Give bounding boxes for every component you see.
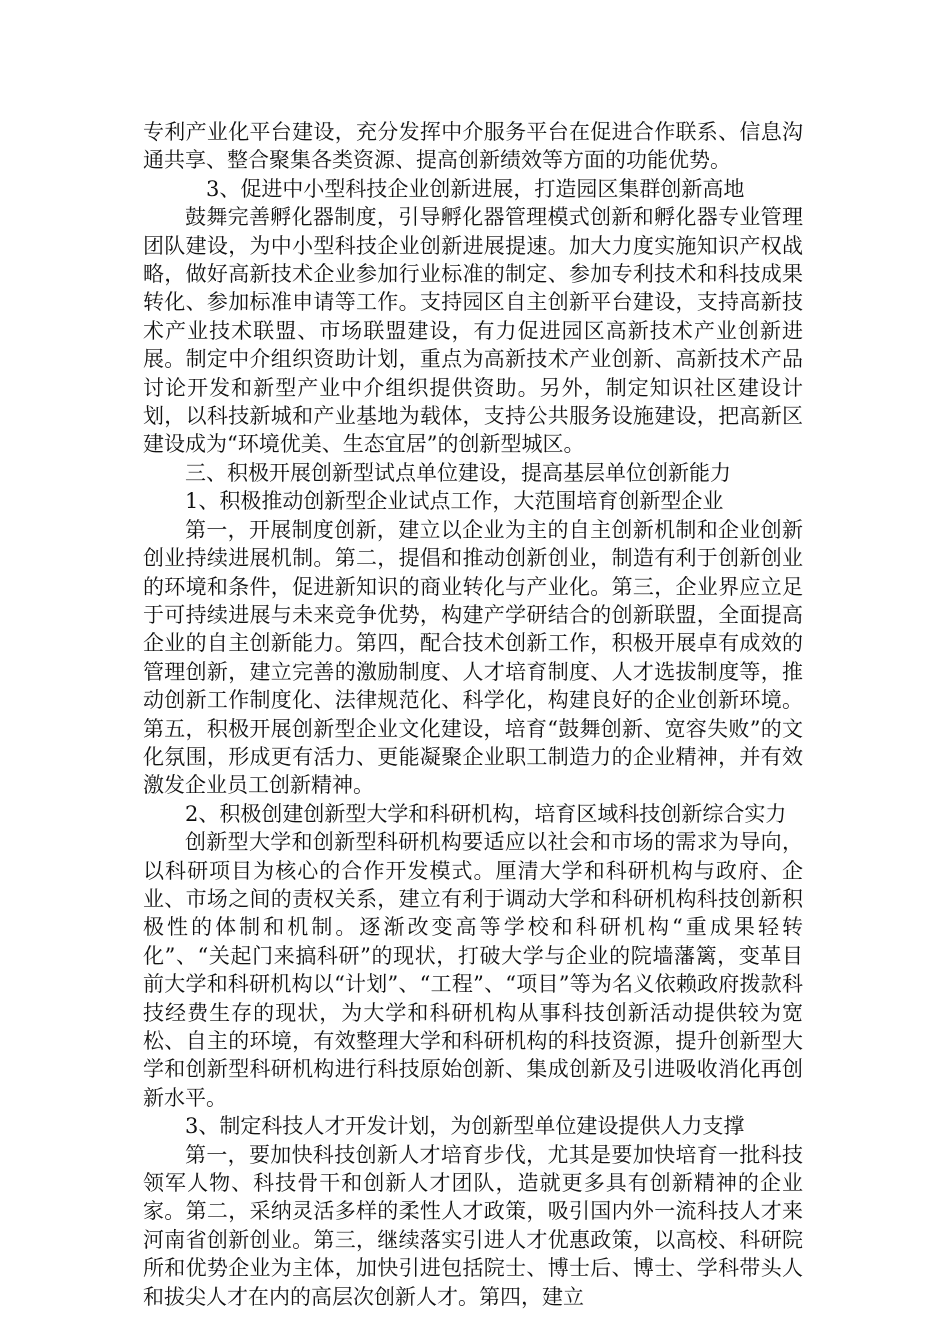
paragraph-continuation: 专利产业化平台建设，充分发挥中介服务平台在促进合作联系、信息沟通共享、整合聚集各类资源、提高创新绩效等方面的功能优势。 <box>143 120 803 173</box>
subheading-3-talent-plan: 3、制定科技人才开发计划，为创新型单位建设提供人力支撑 <box>185 1114 745 1139</box>
subheading-3-sme-innovation: 3、促进中小型科技企业创新进展，打造园区集群创新高地 <box>206 176 745 201</box>
document-body <box>143 118 803 1311</box>
paragraph-enterprise-measures: 第一，开展制度创新，建立以企业为主的自主创新机制和企业创新创业持续进展机制。第二，提倡和推动创新创业，制造有利于创新创业的环境和条件，促进新知识的商业转化与产业化。第三，企业界应立足于可持续进展与未来竞争优势，构建产学研结合的创新联盟，全面提高企业的自主创新能力。第四，配合技术创新工作，积极开展卓有成效的管理创新，建立完善的激励制度、人才培育制度、人才选拔制度等，推动创新工作制度化、法律规范化、科学化，构建良好的企业创新环境。第五，积极开展创新型企业文化建设，培育“鼓舞创新、宽容失败”的文化氛围，形成更有活力、更能凝聚企业职工制造力的企业精神，并有效激发企业员工创新精神。 <box>143 517 803 798</box>
section-heading-3: 三、积极开展创新型试点单位建设，提高基层单位创新能力 <box>185 460 731 485</box>
subheading-2-universities: 2、积极创建创新型大学和科研机构，培育区域科技创新综合实力 <box>185 801 787 826</box>
subheading-1-innovative-enterprise: 1、积极推动创新型企业试点工作，大范围培育创新型企业 <box>185 489 724 514</box>
paragraph-talent: 第一，要加快科技创新人才培育步伐，尤其是要加快培育一批科技领军人物、科技骨干和创新人才团队，造就更多具有创新精神的企业家。第二，采纳灵活多样的柔性人才政策，吸引国内外一流科技人才来河南省创新创业。第三，继续落实引进人才优惠政策，以高校、科研院所和优势企业为主体，加快引进包括院士、博士后、博士、学科带头人和拔尖人才在内的高层次创新人才。第四，建立 <box>143 1142 803 1309</box>
paragraph-incubator: 鼓舞完善孵化器制度，引导孵化器管理模式创新和孵化器专业管理团队建设，为中小型科技企业创新进展提速。加大力度实施知识产权战略，做好高新技术企业参加行业标准的制定、参加专利技术和科技成果转化、参加标准申请等工作。支持园区自主创新平台建设，支持高新技术产业技术联盟、市场联盟建设，有力促进园区高新技术产业创新进展。制定中介组织资助计划，重点为高新技术产业创新、高新技术产品讨论开发和新型产业中介组织提供资助。另外，制定知识社区建设计划，以科技新城和产业基地为载体，支持公共服务设施建设，把高新区建设成为“环境优美、生态宜居”的创新型城区。 <box>143 205 803 457</box>
paragraph-universities: 创新型大学和创新型科研机构要适应以社会和市场的需求为导向，以科研项目为核心的合作开发模式。厘清大学和科研机构与政府、企业、市场之间的责权关系，建立有利于调动大学和科研机构科技创新积极性的体制和机制。逐渐改变高等学校和科研机构“重成果轻转化”、“关起门来搞科研”的现状，打破大学与企业的院墙藩篱，变革目前大学和科研机构以“计划”、“工程”、“项目”等为名义依赖政府拨款科技经费生存的现状，为大学和科研机构从事科技创新活动提供较为宽松、自主的环境，有效整理大学和科研机构的科技资源，提升创新型大学和创新型科研机构进行科技原始创新、集成创新及引进吸收消化再创新水平。 <box>143 830 803 1110</box>
